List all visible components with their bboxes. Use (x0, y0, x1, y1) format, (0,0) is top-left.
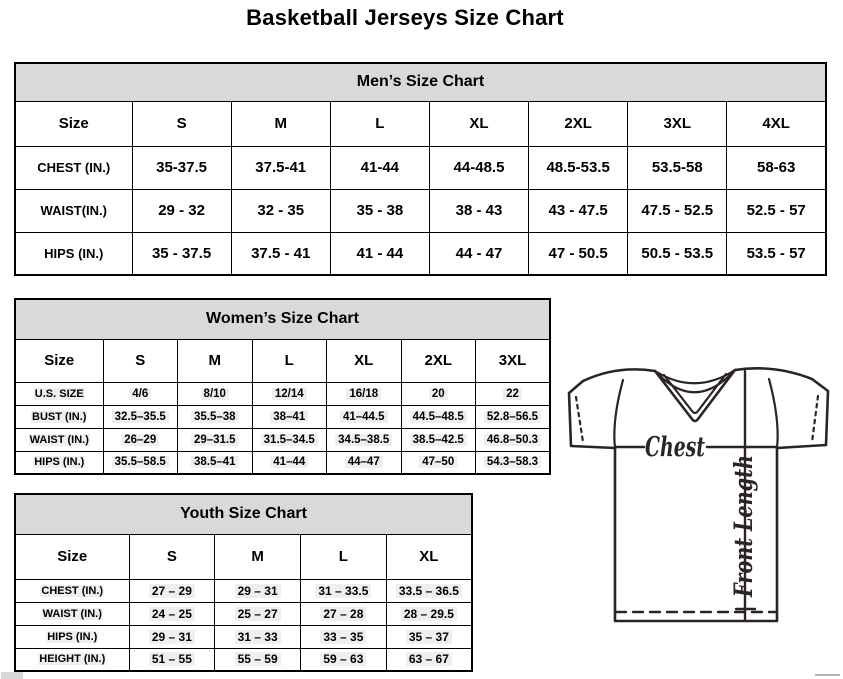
value-cell: 35.5–58.5 (103, 451, 178, 474)
value-cell: 53.5-58 (628, 146, 727, 189)
table-row (15, 579, 472, 602)
size-column-header: Size (15, 101, 132, 146)
front-length-label: Front Length (729, 412, 758, 597)
value-cell: 50.5 - 53.5 (628, 232, 727, 275)
value-cell: 32 - 35 (231, 189, 330, 232)
column-header-m: M (215, 534, 301, 579)
page-title: Basketball Jerseys Size Chart (246, 5, 564, 30)
column-header-3xl: 3XL (628, 101, 727, 146)
value-cell: 58-63 (727, 146, 826, 189)
row-label: HEIGHT (IN.) (15, 648, 129, 671)
row-label: U.S. SIZE (15, 382, 103, 405)
column-header-l: L (301, 534, 387, 579)
row-label: WAIST (IN.) (15, 602, 129, 625)
value-cell: 47–50 (401, 451, 476, 474)
table-row (15, 602, 472, 625)
column-header-4xl: 4XL (727, 101, 826, 146)
column-header-m: M (178, 339, 253, 382)
value-cell: 63 – 67 (386, 648, 472, 671)
row-label: BUST (IN.) (15, 405, 103, 428)
value-cell: 38–41 (252, 405, 327, 428)
column-header-xl: XL (386, 534, 472, 579)
value-cell: 29 – 31 (129, 625, 215, 648)
armhole-seam-left (614, 380, 623, 448)
value-cell: 32.5–35.5 (103, 405, 178, 428)
table-row (15, 534, 472, 579)
value-cell: 44.5–48.5 (401, 405, 476, 428)
value-cell: 16/18 (327, 382, 402, 405)
column-header-l: L (252, 339, 327, 382)
value-cell: 8/10 (178, 382, 253, 405)
value-cell: 52.5 - 57 (727, 189, 826, 232)
mens-chart-title: Men’s Size Chart (15, 63, 826, 101)
value-cell: 31 – 33 (215, 625, 301, 648)
table-row (15, 299, 550, 339)
column-header-xl: XL (429, 101, 528, 146)
value-cell: 27 – 28 (301, 602, 387, 625)
column-header-2xl: 2XL (529, 101, 628, 146)
value-cell: 33.5 – 36.5 (386, 579, 472, 602)
chest-label: Chest (645, 432, 706, 463)
value-cell: 51 – 55 (129, 648, 215, 671)
table-row (15, 146, 826, 189)
value-cell: 29 – 31 (215, 579, 301, 602)
column-header-m: M (231, 101, 330, 146)
value-cell: 20 (401, 382, 476, 405)
youth-size-chart-table (14, 493, 473, 672)
bottom-right-cropped-artifact (815, 674, 840, 676)
table-row (15, 451, 550, 474)
table-row (15, 625, 472, 648)
column-header-s: S (132, 101, 231, 146)
table-row (15, 63, 826, 101)
value-cell: 29–31.5 (178, 428, 253, 451)
value-cell: 47 - 50.5 (529, 232, 628, 275)
row-label: WAIST (IN.) (15, 428, 103, 451)
value-cell: 37.5 - 41 (231, 232, 330, 275)
table-row (15, 428, 550, 451)
row-label: CHEST (IN.) (15, 579, 129, 602)
value-cell: 29 - 32 (132, 189, 231, 232)
column-header-xl: XL (327, 339, 402, 382)
value-cell: 43 - 47.5 (529, 189, 628, 232)
value-cell: 33 – 35 (301, 625, 387, 648)
value-cell: 35 - 37.5 (132, 232, 231, 275)
womens-size-chart-table (14, 298, 551, 475)
value-cell: 46.8–50.3 (476, 428, 551, 451)
armhole-seam-right (769, 379, 778, 448)
value-cell: 38 - 43 (429, 189, 528, 232)
value-cell: 48.5-53.5 (529, 146, 628, 189)
value-cell: 54.3–58.3 (476, 451, 551, 474)
value-cell: 35-37.5 (132, 146, 231, 189)
row-label: HIPS (IN.) (15, 451, 103, 474)
table-row (15, 232, 826, 275)
youth-chart-title: Youth Size Chart (15, 494, 472, 534)
value-cell: 35.5–38 (178, 405, 253, 428)
size-column-header: Size (15, 339, 103, 382)
value-cell: 22 (476, 382, 551, 405)
row-label: HIPS (IN.) (15, 625, 129, 648)
column-header-2xl: 2XL (401, 339, 476, 382)
value-cell: 12/14 (252, 382, 327, 405)
value-cell: 34.5–38.5 (327, 428, 402, 451)
value-cell: 25 – 27 (215, 602, 301, 625)
value-cell: 26–29 (103, 428, 178, 451)
value-cell: 31.5–34.5 (252, 428, 327, 451)
value-cell: 59 – 63 (301, 648, 387, 671)
table-row (15, 648, 472, 671)
value-cell: 35 - 38 (330, 189, 429, 232)
column-header-3xl: 3XL (476, 339, 551, 382)
value-cell: 41-44 (330, 146, 429, 189)
sleeve-cuff-dash-left (576, 397, 583, 442)
sleeve-cuff-dash-right (812, 396, 818, 442)
column-header-l: L (330, 101, 429, 146)
value-cell: 41–44.5 (327, 405, 402, 428)
value-cell: 31 – 33.5 (301, 579, 387, 602)
row-label: CHEST (IN.) (15, 146, 132, 189)
value-cell: 4/6 (103, 382, 178, 405)
table-row (15, 405, 550, 428)
table-row (15, 494, 472, 534)
table-row (15, 189, 826, 232)
value-cell: 44–47 (327, 451, 402, 474)
column-header-s: S (103, 339, 178, 382)
value-cell: 47.5 - 52.5 (628, 189, 727, 232)
value-cell: 27 – 29 (129, 579, 215, 602)
value-cell: 53.5 - 57 (727, 232, 826, 275)
row-label: HIPS (IN.) (15, 232, 132, 275)
value-cell: 55 – 59 (215, 648, 301, 671)
jersey-measurement-diagram (555, 358, 843, 630)
value-cell: 44 - 47 (429, 232, 528, 275)
table-row (15, 101, 826, 146)
size-column-header: Size (15, 534, 129, 579)
value-cell: 35 – 37 (386, 625, 472, 648)
value-cell: 38.5–41 (178, 451, 253, 474)
value-cell: 41–44 (252, 451, 327, 474)
table-row (15, 339, 550, 382)
value-cell: 37.5-41 (231, 146, 330, 189)
value-cell: 41 - 44 (330, 232, 429, 275)
mens-size-chart-table (14, 62, 827, 276)
table-row (15, 382, 550, 405)
column-header-s: S (129, 534, 215, 579)
bottom-left-cropped-artifact (1, 672, 23, 679)
value-cell: 52.8–56.5 (476, 405, 551, 428)
jersey-outline (569, 368, 828, 621)
value-cell: 28 – 29.5 (386, 602, 472, 625)
row-label: WAIST(IN.) (15, 189, 132, 232)
womens-chart-title: Women’s Size Chart (15, 299, 550, 339)
value-cell: 38.5–42.5 (401, 428, 476, 451)
value-cell: 24 – 25 (129, 602, 215, 625)
value-cell: 44-48.5 (429, 146, 528, 189)
